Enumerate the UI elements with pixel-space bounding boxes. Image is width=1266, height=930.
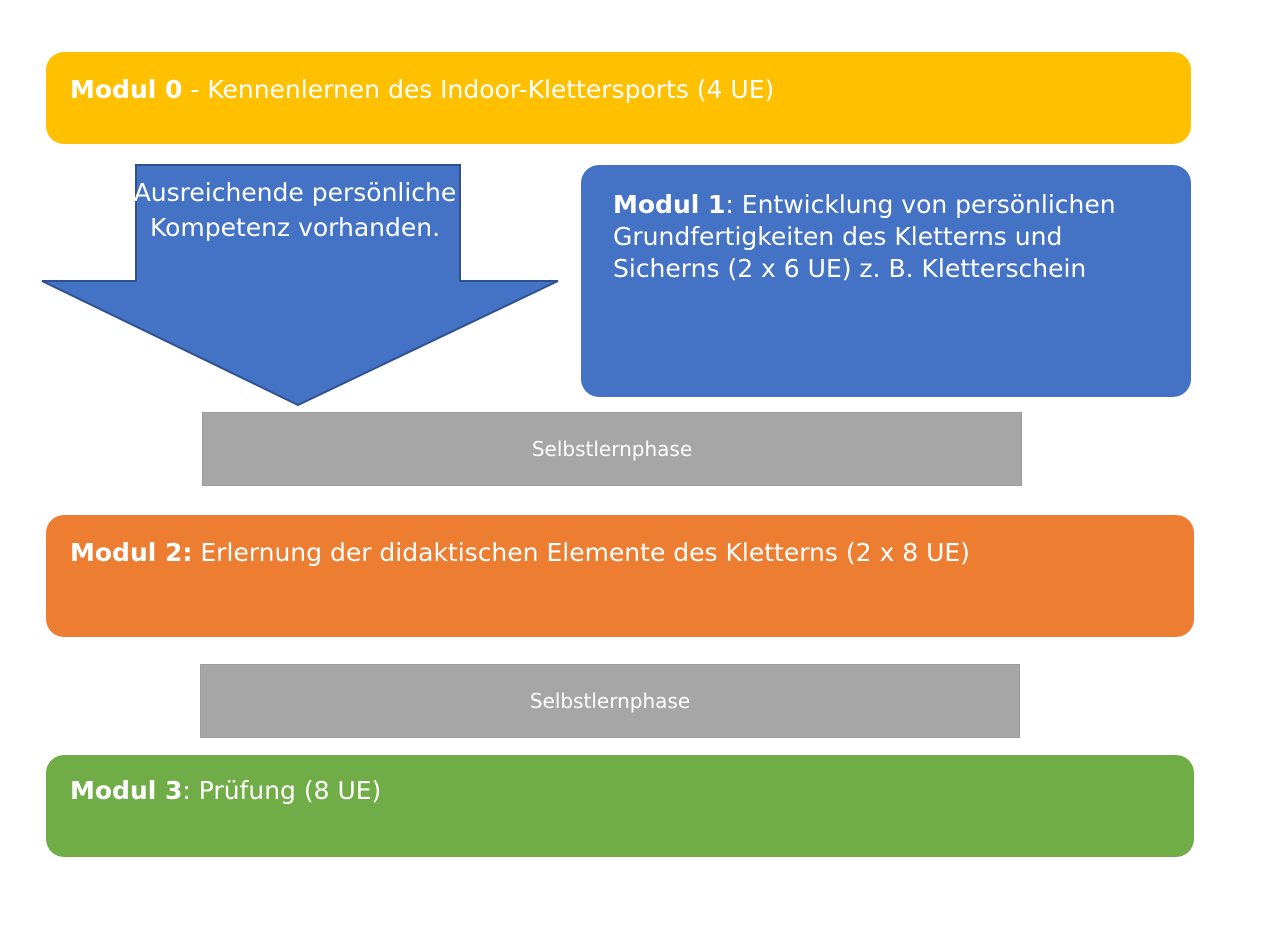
selbstlernphase-1-label: Selbstlernphase <box>531 437 693 461</box>
modul-3-box <box>46 755 1194 857</box>
modul-0-label: Modul 0 <box>70 75 183 104</box>
selbstlernphase-bar-2 <box>200 664 1020 738</box>
modul-0-description: - Kennenlernen des Indoor-Klettersports (4 UE) <box>182 75 775 104</box>
modul-3-text <box>70 775 381 807</box>
modul-1-description: : Entwicklung von persönlichen Grundfertigkeiten des Kletterns und Sicherns (2 x 6 UE) z. B. Kletterschein <box>613 190 1116 283</box>
modul-1-label: Modul 1 <box>613 190 726 219</box>
modul-0-box <box>46 52 1191 144</box>
modul-2-description: Erlernung der didaktischen Elemente des Kletterns (2 x 8 UE) <box>192 538 970 567</box>
modul-1-text <box>613 189 1169 285</box>
modul-3-label: Modul 3 <box>70 776 183 805</box>
modul-2-box <box>46 515 1194 637</box>
modul-2-text <box>70 537 970 569</box>
selbstlernphase-bar-1 <box>202 412 1022 486</box>
modul-3-description: : Prüfung (8 UE) <box>182 776 382 805</box>
modul-1-box <box>581 165 1191 397</box>
modul-2-label: Modul 2: <box>70 538 193 567</box>
modul-0-text <box>70 74 774 106</box>
arrow-condition-label: Ausreichende persönliche Kompetenz vorhanden. <box>133 178 457 242</box>
selbstlernphase-2-label: Selbstlernphase <box>529 689 691 713</box>
